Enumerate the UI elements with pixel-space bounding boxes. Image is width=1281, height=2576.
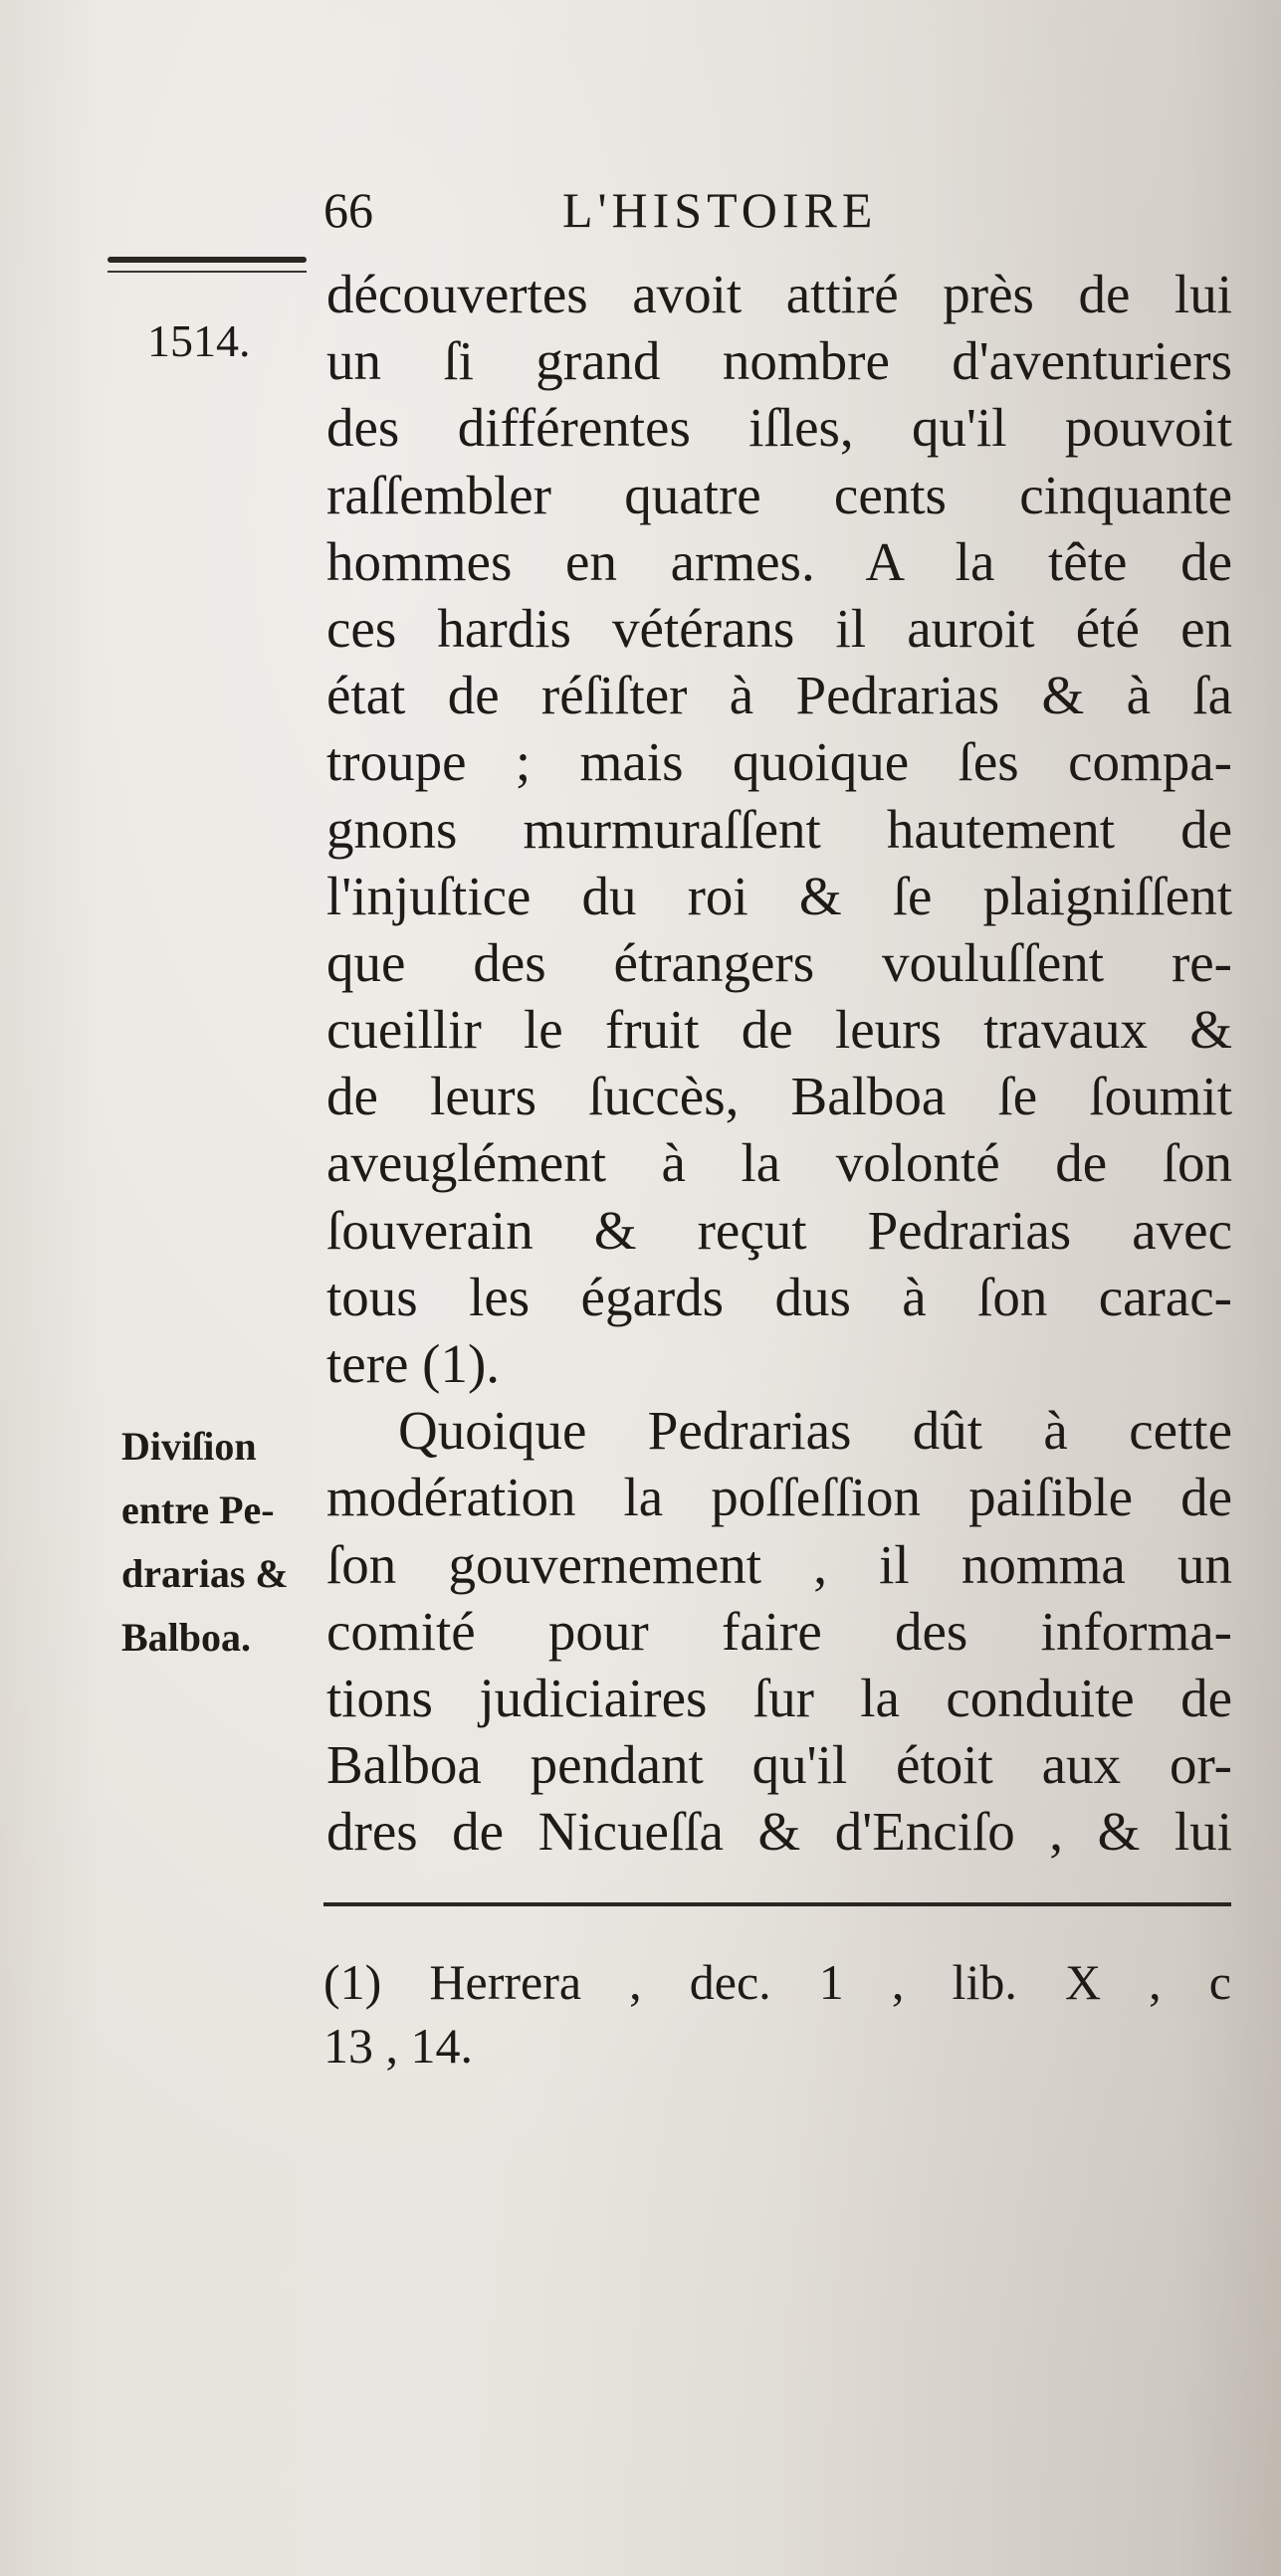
margin-note-line: Balboa. [121, 1615, 252, 1660]
page-header [323, 175, 1239, 245]
text-line: tere (1). [326, 1333, 501, 1394]
text-line: comité pour faire des informa- [326, 1600, 1232, 1662]
text-line: un ſi grand nombre d'aventuriers [326, 330, 1232, 392]
text-line: tions judiciaires ſur la conduite de [326, 1667, 1232, 1728]
page-number: 66 [323, 182, 373, 238]
text-line: de leurs ſuccès, Balboa ſe ſoumit [326, 1066, 1232, 1127]
text-line: des différentes iſles, qu'il pouvoit [326, 397, 1232, 459]
text-line: que des étrangers vouluſſent re- [326, 931, 1232, 993]
header-rule-thin [107, 271, 307, 273]
footnote-line: 13 , 14. [323, 2018, 473, 2074]
text-line: ſon gouvernement , il nomma un [326, 1533, 1232, 1595]
text-line: cueillir le fruit de leurs travaux & [326, 999, 1232, 1061]
margin-note-line: entre Pe- [121, 1487, 275, 1532]
margin-note-line: drarias & [121, 1551, 289, 1596]
running-head: L'HISTOIRE [562, 182, 878, 238]
text-line: tous les égards dus à ſon carac- [326, 1266, 1232, 1327]
text-line: l'injuſtice du roi & ſe plaigniſſent [326, 865, 1232, 926]
text-line: raſſembler quatre cents cinquante [326, 464, 1232, 525]
text-line: troupe ; mais quoique ſes compa- [326, 731, 1232, 793]
text-line: Balboa pendant qu'il étoit aux or- [326, 1734, 1232, 1796]
footnote-rule [323, 1902, 1231, 1906]
text-line: état de réſiſter à Pedrarias & à ſa [326, 665, 1232, 726]
text-line: Quoique Pedrarias dût à cette [398, 1400, 1232, 1462]
text-line: modération la poſſeſſion paiſible de [326, 1467, 1232, 1528]
text-line: ces hardis vétérans il auroit été en [326, 597, 1232, 659]
text-line: aveuglément à la volonté de ſon [326, 1132, 1232, 1194]
text-line: gnons murmuraſſent hautement de [326, 798, 1232, 860]
text-line: dres de Nicueſſa & d'Enciſo , & lui [326, 1801, 1232, 1863]
footnote [323, 1950, 1231, 2078]
margin-note [121, 1415, 330, 1670]
margin-note-line: Diviſion [121, 1424, 257, 1469]
footnote-line: (1) Herrera , dec. 1 , lib. X , c [323, 1954, 1231, 2010]
text-line: hommes en armes. A la tête de [326, 530, 1232, 592]
header-rule [107, 257, 307, 263]
text-line: découvertes avoit attiré près de lui [326, 264, 1232, 324]
margin-year: 1514. [147, 315, 251, 366]
body-text [326, 261, 1232, 1866]
text-line: ſouverain & reçut Pedrarias avec [326, 1199, 1232, 1261]
